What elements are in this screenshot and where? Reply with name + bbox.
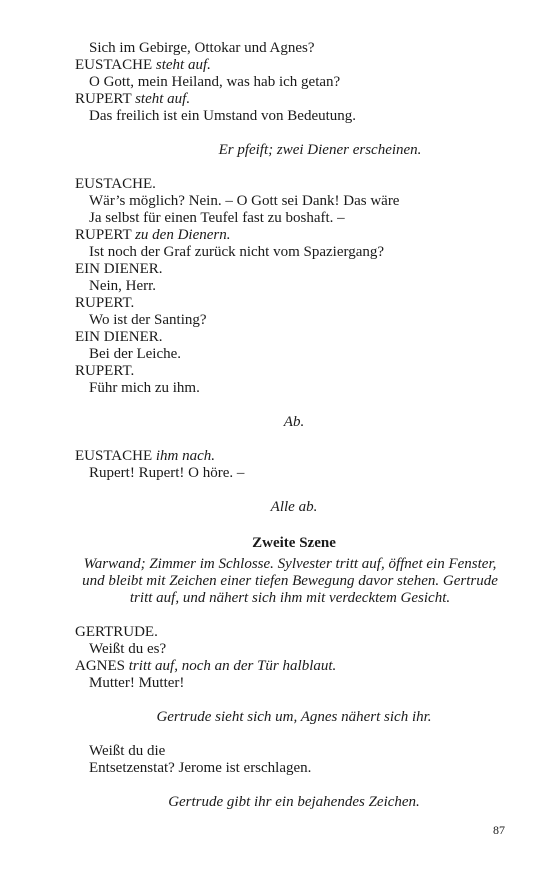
spacer (75, 482, 505, 499)
stage-direction: ihm nach. (155, 448, 216, 464)
spacer (75, 159, 505, 176)
speaker-line (75, 227, 505, 244)
speaker-name: AGNES (75, 658, 126, 674)
spacer (75, 777, 505, 794)
spacer (75, 125, 505, 142)
spacer (75, 397, 505, 414)
stage-direction: Ab. (283, 414, 305, 430)
speaker-name: EUSTACHE (75, 448, 153, 464)
verse-line: Nein, Herr. (89, 278, 157, 294)
stage-direction: zu den Dienern. (135, 227, 231, 243)
verse-line: Weißt du die (89, 743, 166, 759)
verse-line: Mutter! Mutter! (89, 675, 185, 691)
speaker-name: RUPERT (75, 91, 132, 107)
speaker-line (75, 91, 505, 108)
page-number: 87 (493, 823, 505, 837)
stage-direction: steht auf. (135, 91, 191, 107)
page-body (75, 40, 505, 811)
speaker-name: RUPERT. (75, 295, 135, 311)
verse-line: Führ mich zu ihm. (89, 380, 200, 396)
stage-direction: steht auf. (155, 57, 211, 73)
speaker-name: EIN DIENER. (75, 261, 163, 277)
stage-direction: tritt auf, noch an der Tür halblaut. (128, 658, 337, 674)
speaker-name: EUSTACHE (75, 57, 153, 73)
speaker-name: GERTRUDE. (75, 624, 158, 640)
spacer (75, 692, 505, 709)
spacer (75, 516, 505, 533)
speaker-name: RUPERT (75, 227, 132, 243)
speaker-line (75, 57, 505, 74)
scene-description: Warwand; Zimmer im Schlosse. Sylvester tritt auf, öffnet ein Fenster, und bleibt mit Zeichen einer tiefen Bewegung davor stehen. Gertrude tritt auf, und nähert sich ihm mit verdecktem Gesicht. (82, 556, 498, 606)
verse-line: Weißt du es? (89, 641, 167, 657)
speaker-name: EUSTACHE. (75, 176, 156, 192)
verse-line: Sich im Gebirge, Ottokar und Agnes? (89, 40, 315, 56)
stage-direction: Alle ab. (270, 499, 318, 515)
stage-direction: Er pfeift; zwei Diener erscheinen. (218, 142, 422, 158)
spacer (75, 431, 505, 448)
verse-line: Wo ist der Santing? (89, 312, 207, 328)
verse-line: Ist noch der Graf zurück nicht vom Spaziergang? (89, 244, 385, 260)
verse-line: Rupert! Rupert! O höre. – (89, 465, 245, 481)
speaker-name: RUPERT. (75, 363, 135, 379)
verse-line: Ja selbst für einen Teufel fast zu boshaft. – (89, 210, 345, 226)
speaker-line (75, 448, 505, 465)
verse-line: Bei der Leiche. (89, 346, 182, 362)
verse-line: Wär’s möglich? Nein. – O Gott sei Dank! Das wäre (89, 193, 400, 209)
scene-heading: Zweite Szene (252, 535, 336, 551)
stage-direction: Gertrude sieht sich um, Agnes nähert sich ihr. (156, 709, 432, 725)
stage-direction: Gertrude gibt ihr ein bejahendes Zeichen. (168, 794, 420, 810)
verse-line: O Gott, mein Heiland, was hab ich getan? (89, 74, 341, 90)
spacer (75, 726, 505, 743)
speaker-line (75, 658, 505, 675)
speaker-name: EIN DIENER. (75, 329, 163, 345)
verse-line: Das freilich ist ein Umstand von Bedeutung. (89, 108, 357, 124)
verse-line: Entsetzenstat? Jerome ist erschlagen. (89, 760, 312, 776)
spacer (75, 607, 505, 624)
